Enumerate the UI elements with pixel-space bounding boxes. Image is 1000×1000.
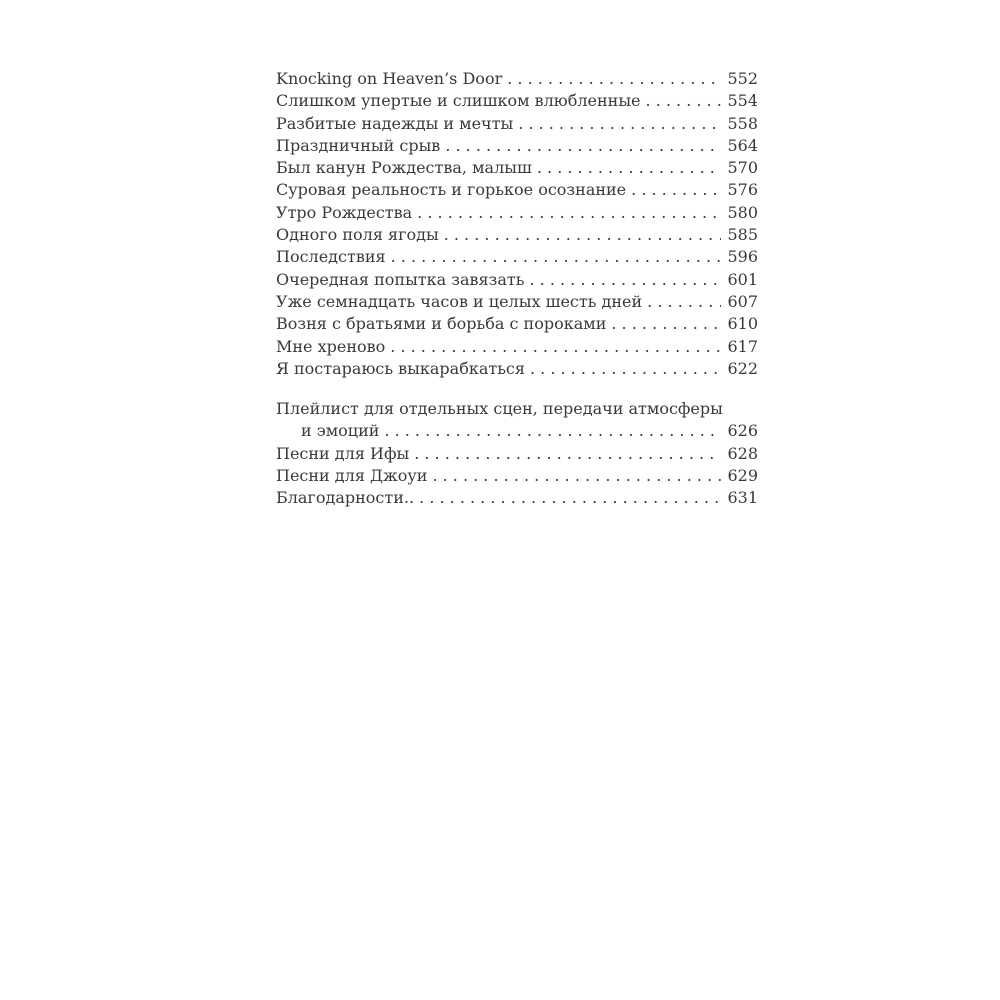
dot-leader <box>642 291 721 313</box>
toc-entry-page: 628 <box>727 443 758 463</box>
toc-entry <box>276 398 758 443</box>
toc-entry-page: 626 <box>727 421 758 441</box>
toc-entry-title: Благодарности. <box>276 488 409 508</box>
dot-leader <box>409 443 721 465</box>
toc-entry <box>276 336 758 358</box>
dot-leader <box>532 157 722 179</box>
dot-leader <box>427 465 721 487</box>
toc-entry <box>276 113 758 135</box>
toc-entry-title: Утро Рождества <box>276 202 413 222</box>
toc-entry-page: 617 <box>727 336 758 356</box>
toc-entry-title: Я постараюсь выкарабкаться <box>276 358 525 378</box>
toc-entry-title: Последствия <box>276 247 386 267</box>
toc-entry <box>276 358 758 380</box>
toc-entry <box>276 487 758 509</box>
toc-entry <box>276 202 758 224</box>
toc-entry-page: 576 <box>727 180 758 200</box>
toc-entry-continuation <box>276 420 758 442</box>
dot-leader <box>440 135 721 157</box>
toc-entry-title: Очередная попытка завязать <box>276 269 525 289</box>
toc-entry-page: 570 <box>727 158 758 178</box>
dot-leader <box>379 420 721 442</box>
toc-entry <box>276 291 758 313</box>
table-of-contents <box>276 68 758 510</box>
section-spacer <box>276 380 758 398</box>
dot-leader <box>409 487 721 509</box>
toc-entry <box>276 224 758 246</box>
dot-leader <box>626 179 721 201</box>
dot-leader <box>513 113 721 135</box>
toc-entry <box>276 179 758 201</box>
toc-entry-title: Суровая реальность и горькое осознание <box>276 180 627 200</box>
toc-entry <box>276 246 758 268</box>
toc-entry-title: Уже семнадцать часов и целых шесть дней <box>276 291 643 311</box>
dot-leader <box>606 313 721 335</box>
toc-entry-title: Песни для Джоуи <box>276 466 428 486</box>
toc-entry <box>276 135 758 157</box>
toc-entry <box>276 443 758 465</box>
toc-entry-title: Одного поля ягоды <box>276 225 439 245</box>
toc-entry-title: Мне хреново <box>276 336 386 356</box>
toc-entry-page: 629 <box>727 466 758 486</box>
dot-leader <box>524 269 721 291</box>
toc-section <box>276 398 758 509</box>
toc-entry-title: Плейлист для отдельных сцен, передачи атмосферы <box>276 399 723 419</box>
toc-entry-page: 601 <box>727 269 758 289</box>
toc-entry-title-continuation: и эмоций <box>301 421 380 441</box>
dot-leader <box>525 358 721 380</box>
toc-entry-title: Песни для Ифы <box>276 443 410 463</box>
dot-leader <box>439 224 722 246</box>
toc-section <box>276 68 758 380</box>
toc-entry-page: 585 <box>727 225 758 245</box>
toc-entry-page: 631 <box>727 488 758 508</box>
dot-leader <box>502 68 721 90</box>
toc-entry-title: Праздничный срыв <box>276 135 441 155</box>
toc-entry-page: 596 <box>727 247 758 267</box>
dot-leader <box>386 246 722 268</box>
toc-entry-page: 564 <box>727 135 758 155</box>
toc-entry-page: 552 <box>727 69 758 88</box>
toc-entry-title: Knocking on Heaven’s Door <box>276 69 503 88</box>
toc-entry-title: Был канун Рождества, малыш <box>276 158 532 178</box>
dot-leader <box>385 336 721 358</box>
toc-entry-page: 607 <box>727 291 758 311</box>
toc-entry-page: 558 <box>727 113 758 133</box>
dot-leader <box>641 90 722 112</box>
toc-entry <box>276 313 758 335</box>
toc-entry <box>276 90 758 112</box>
toc-entry <box>276 269 758 291</box>
toc-entry-page: 554 <box>727 91 758 111</box>
toc-entry-title: Разбитые надежды и мечты <box>276 113 514 133</box>
toc-entry-page: 610 <box>727 314 758 334</box>
toc-entry-title: Возня с братьями и борьба с пороками <box>276 314 607 334</box>
toc-entry-page: 622 <box>727 358 758 378</box>
toc-entry-page: 580 <box>727 202 758 222</box>
toc-entry <box>276 157 758 179</box>
toc-entry <box>276 465 758 487</box>
dot-leader <box>412 202 721 224</box>
toc-entry <box>276 68 758 90</box>
toc-entry-title: Слишком упертые и слишком влюбленные <box>276 91 641 111</box>
